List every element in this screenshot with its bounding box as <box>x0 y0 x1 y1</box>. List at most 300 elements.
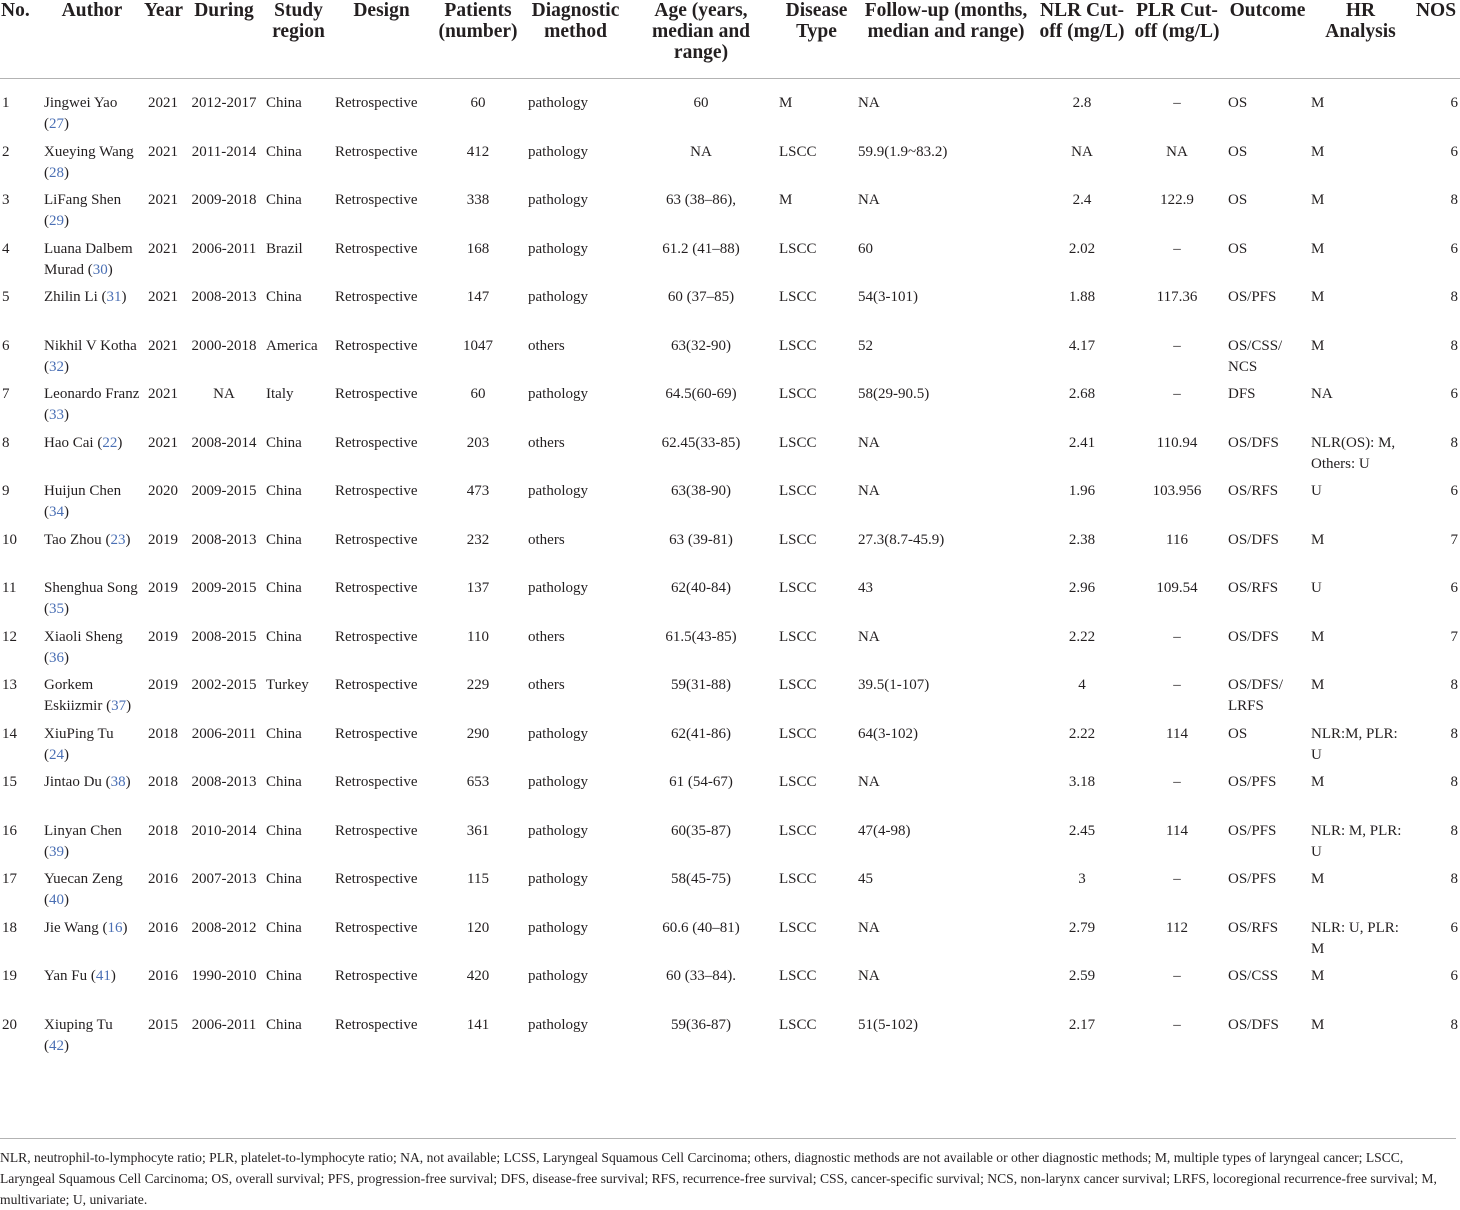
cell-age: 64.5(60-69) <box>665 386 737 402</box>
author-name: Yuecan Zeng <box>44 871 123 887</box>
cell-author: Nikhil V Kotha (32) <box>44 337 137 375</box>
cell-region: China <box>266 483 302 499</box>
cell-followup: 58(29-90.5) <box>858 386 930 402</box>
cell-design: Retrospective <box>335 725 418 742</box>
cell-outcome: OS/DFS <box>1228 628 1279 645</box>
cell-nlr: 2.41 <box>1068 434 1096 451</box>
cell-design: Retrospective <box>335 774 418 790</box>
cell-year: 2016 <box>148 968 178 984</box>
cell-age: 63(38-90) <box>671 483 731 499</box>
cell-plr: 122.9 <box>1160 192 1194 208</box>
cell-plr: 109.54 <box>1156 580 1198 596</box>
author-name: Xiaoli Sheng <box>44 628 123 645</box>
cell-method: pathology <box>528 192 588 208</box>
cell-patients: 110 <box>467 628 489 645</box>
cell-followup: NA <box>858 628 880 645</box>
cell-hr: M <box>1311 337 1325 354</box>
table-row <box>0 821 1460 870</box>
cell-patients: 203 <box>466 434 490 451</box>
col-header-age: Age (years, median and range) <box>625 0 777 79</box>
cell-patients: 115 <box>467 871 489 887</box>
author-name: Yan Fu <box>44 968 88 984</box>
cell-outcome: OS/PFS <box>1228 871 1277 887</box>
cell-nos: 8 <box>1450 774 1458 790</box>
cell-region: China <box>266 871 302 887</box>
reference-link[interactable]: 35 <box>49 601 64 617</box>
cell-during: 2011-2014 <box>191 143 257 160</box>
cell-hr: M <box>1311 289 1325 305</box>
author-name: Jingwei Yao <box>44 95 118 111</box>
cell-year: 2016 <box>148 871 178 887</box>
cell-plr: – <box>1173 677 1181 693</box>
cell-hr: M <box>1311 143 1325 160</box>
cell-disease: LSCC <box>779 580 817 596</box>
cell-hr: NLR(OS): M, Others: U <box>1311 434 1396 472</box>
cell-region: China <box>266 143 302 160</box>
cell-outcome: OS <box>1228 240 1248 257</box>
cell-outcome: OS/RFS <box>1228 580 1279 596</box>
cell-region: China <box>266 531 302 548</box>
cell-author: Zhilin Li (31) <box>44 289 127 305</box>
cell-hr: NLR:M, PLR: U <box>1311 725 1398 763</box>
cell-year: 2021 <box>148 143 178 160</box>
cell-plr: – <box>1173 386 1181 402</box>
table-row <box>0 918 1460 967</box>
cell-region: China <box>266 434 302 451</box>
cell-nos: 6 <box>1450 240 1458 257</box>
cell-method: pathology <box>528 240 588 257</box>
cell-region: Brazil <box>266 240 303 257</box>
col-header-followup: Follow-up (months, median and range) <box>856 0 1036 79</box>
cell-during: 2009-2015 <box>191 580 257 596</box>
cell-disease: LSCC <box>779 240 817 257</box>
table-row <box>0 142 1460 191</box>
cell-author: Shenghua Song (35) <box>44 580 138 617</box>
cell-no: 9 <box>2 483 10 499</box>
cell-disease: LSCC <box>779 337 817 354</box>
cell-age: 60 (33–84). <box>666 968 736 984</box>
reference-link[interactable]: 28 <box>49 164 64 181</box>
cell-outcome: OS/DFS <box>1228 1016 1279 1033</box>
cell-during: 2008-2013 <box>191 774 257 790</box>
cell-design: Retrospective <box>335 240 418 257</box>
cell-hr: M <box>1311 240 1325 257</box>
cell-disease: LSCC <box>779 628 817 645</box>
cell-nlr: 3.18 <box>1068 774 1096 790</box>
cell-age: NA <box>690 143 712 160</box>
cell-year: 2021 <box>148 434 178 451</box>
cell-nlr: 2.59 <box>1068 968 1096 984</box>
cell-nos: 7 <box>1450 531 1458 548</box>
cell-during: 2006-2011 <box>191 240 257 257</box>
cell-followup: 27.3(8.7-45.9) <box>858 531 945 548</box>
cell-nlr: 2.22 <box>1068 725 1096 742</box>
cell-followup: 64(3-102) <box>858 725 918 742</box>
cell-patients: 361 <box>466 822 490 839</box>
cell-plr: 117.36 <box>1156 289 1198 305</box>
author-name: Jie Wang <box>44 919 99 936</box>
cell-no: 12 <box>2 628 17 645</box>
author-name: Luana Dalbem Murad <box>44 240 133 278</box>
cell-followup: 60 <box>858 240 873 257</box>
reference-link[interactable]: 42 <box>49 1037 64 1054</box>
cell-no: 8 <box>2 434 10 451</box>
cell-followup: NA <box>858 774 880 790</box>
cell-method: others <box>528 531 565 548</box>
cell-no: 5 <box>2 289 10 305</box>
cell-hr: M <box>1311 871 1325 887</box>
cell-followup: 59.9(1.9~83.2) <box>858 143 948 160</box>
cell-year: 2021 <box>148 192 178 208</box>
cell-hr: M <box>1311 531 1325 548</box>
cell-design: Retrospective <box>335 1016 418 1033</box>
cell-year: 2021 <box>148 289 178 305</box>
cell-age: 58(45-75) <box>671 871 731 887</box>
cell-plr: NA <box>1166 143 1188 160</box>
cell-method: others <box>528 337 565 354</box>
cell-disease: LSCC <box>779 143 817 160</box>
cell-plr: 114 <box>1166 822 1188 839</box>
cell-during: 2006-2011 <box>191 1016 257 1033</box>
cell-followup: NA <box>858 192 880 208</box>
cell-age: 61.5(43-85) <box>665 628 737 645</box>
cell-patients: 412 <box>466 143 490 160</box>
cell-region: Italy <box>266 386 294 402</box>
cell-age: 60 <box>693 95 709 111</box>
cell-design: Retrospective <box>335 919 418 936</box>
author-name: Xueying Wang <box>44 143 134 160</box>
cell-author: Luana Dalbem Murad (30) <box>44 240 133 278</box>
cell-no: 7 <box>2 386 10 402</box>
cell-nos: 8 <box>1450 192 1458 208</box>
cell-method: pathology <box>528 386 588 402</box>
cell-author: XiuPing Tu (24) <box>44 725 114 763</box>
cell-nlr: 2.38 <box>1068 531 1096 548</box>
cell-age: 63 (39-81) <box>669 531 733 548</box>
cell-outcome: OS/DFS <box>1228 531 1279 548</box>
cell-plr: 116 <box>1166 531 1188 548</box>
cell-nos: 6 <box>1450 580 1458 596</box>
cell-hr: M <box>1311 628 1325 645</box>
cell-method: pathology <box>528 822 588 839</box>
cell-during: 2008-2013 <box>191 531 257 548</box>
cell-author: Jingwei Yao (27) <box>44 95 118 132</box>
cell-design: Retrospective <box>335 968 418 984</box>
reference-link[interactable]: 24 <box>49 746 64 763</box>
reference-link[interactable]: 34 <box>49 504 64 520</box>
cell-year: 2018 <box>148 774 178 790</box>
cell-method: others <box>528 434 565 451</box>
cell-hr: M <box>1311 1016 1325 1033</box>
table-row <box>0 79 1460 142</box>
cell-year: 2021 <box>148 240 178 257</box>
cell-design: Retrospective <box>335 580 418 596</box>
cell-nos: 7 <box>1450 628 1458 645</box>
cell-method: pathology <box>528 919 588 936</box>
cell-patients: 290 <box>466 725 490 742</box>
cell-year: 2019 <box>148 628 178 645</box>
cell-during: 2008-2013 <box>191 289 257 305</box>
author-name: Leonardo Franz <box>44 386 140 402</box>
col-header-hr: HR Analysis <box>1309 0 1412 79</box>
table-row <box>0 627 1460 676</box>
cell-plr: – <box>1173 1016 1181 1033</box>
author-name: Nikhil V Kotha <box>44 337 137 354</box>
cell-patients: 338 <box>466 192 490 208</box>
reference-link[interactable]: 39 <box>49 843 64 860</box>
cell-plr: – <box>1173 337 1181 354</box>
cell-disease: LSCC <box>779 483 817 499</box>
cell-no: 4 <box>2 240 10 257</box>
cell-followup: 54(3-101) <box>858 289 918 305</box>
author-name: Linyan Chen <box>44 822 122 839</box>
cell-nlr: 2.96 <box>1068 580 1096 596</box>
cell-during: 1990-2010 <box>191 968 257 984</box>
cell-disease: M <box>779 95 793 111</box>
cell-during: 2009-2018 <box>191 192 257 208</box>
cell-no: 2 <box>2 143 10 160</box>
cell-followup: NA <box>858 919 880 936</box>
cell-method: pathology <box>528 968 588 984</box>
cell-patients: 120 <box>466 919 490 936</box>
cell-no: 20 <box>2 1016 17 1033</box>
cell-outcome: OS/PFS <box>1228 774 1277 790</box>
cell-patients: 168 <box>466 240 490 257</box>
cell-followup: 52 <box>858 337 873 354</box>
cell-design: Retrospective <box>335 95 418 111</box>
col-header-no: No. <box>0 0 42 79</box>
table-row <box>0 384 1460 433</box>
author-name: Shenghua Song <box>44 580 138 596</box>
cell-nlr: 4.17 <box>1068 337 1096 354</box>
cell-region: China <box>266 822 302 839</box>
cell-nlr: NA <box>1071 143 1093 160</box>
cell-outcome: OS/CSS/ NCS <box>1228 337 1283 375</box>
table-row <box>0 239 1460 288</box>
cell-age: 60.6 (40–81) <box>662 919 740 936</box>
col-header-during: During <box>184 0 264 79</box>
table-row <box>0 481 1460 530</box>
cell-design: Retrospective <box>335 289 418 305</box>
cell-disease: LSCC <box>779 822 817 839</box>
cell-followup: NA <box>858 434 880 451</box>
cell-design: Retrospective <box>335 483 418 499</box>
cell-nos: 6 <box>1450 919 1458 936</box>
cell-followup: NA <box>858 483 880 499</box>
cell-no: 10 <box>2 531 17 548</box>
cell-year: 2021 <box>148 95 178 111</box>
cell-disease: LSCC <box>779 774 817 790</box>
cell-patients: 60 <box>470 95 486 111</box>
cell-design: Retrospective <box>335 337 418 354</box>
cell-disease: LSCC <box>779 434 817 451</box>
cell-during: 2008-2014 <box>191 434 257 451</box>
cell-age: 59(31-88) <box>671 677 731 693</box>
cell-age: 61 (54-67) <box>669 774 733 790</box>
cell-year: 2021 <box>148 386 178 402</box>
cell-outcome: OS <box>1228 95 1248 111</box>
reference-link[interactable]: 27 <box>49 116 64 132</box>
cell-author: Gorkem Eskiizmir (37) <box>44 677 132 714</box>
table-row <box>0 578 1460 627</box>
cell-outcome: DFS <box>1228 386 1256 402</box>
cell-hr: M <box>1311 95 1325 111</box>
cell-method: pathology <box>528 143 588 160</box>
reference-link[interactable]: 40 <box>49 892 64 908</box>
cell-year: 2020 <box>148 483 178 499</box>
cell-patients: 60 <box>470 386 486 402</box>
cell-region: China <box>266 192 302 208</box>
cell-nlr: 2.68 <box>1068 386 1096 402</box>
cell-nlr: 2.8 <box>1072 95 1092 111</box>
cell-plr: 103.956 <box>1152 483 1202 499</box>
reference-link[interactable]: 32 <box>49 358 64 375</box>
cell-outcome: OS <box>1228 143 1248 160</box>
cell-nos: 6 <box>1450 95 1458 111</box>
cell-author: Jie Wang (16) <box>44 919 128 936</box>
col-header-disease: Disease Type <box>777 0 856 79</box>
cell-nos: 8 <box>1450 725 1458 742</box>
reference-link[interactable]: 41 <box>95 968 111 984</box>
col-header-design: Design <box>333 0 430 79</box>
cell-during: 2007-2013 <box>191 871 257 887</box>
cell-hr: M <box>1311 774 1325 790</box>
cell-method: pathology <box>528 95 588 111</box>
cell-nlr: 2.4 <box>1072 192 1092 208</box>
cell-nos: 8 <box>1450 822 1458 839</box>
cell-age: 60 (37–85) <box>667 289 735 305</box>
cell-patients: 147 <box>466 289 490 305</box>
cell-outcome: OS/PFS <box>1228 822 1277 839</box>
cell-nlr: 4 <box>1078 677 1086 693</box>
cell-year: 2019 <box>148 531 178 548</box>
author-name: Hao Cai <box>44 434 94 451</box>
cell-design: Retrospective <box>335 822 418 839</box>
cell-author: LiFang Shen (29) <box>44 192 122 229</box>
cell-year: 2018 <box>148 822 178 839</box>
cell-nlr: 1.96 <box>1068 483 1096 499</box>
cell-plr: – <box>1173 871 1181 887</box>
reference-link[interactable]: 30 <box>92 261 108 278</box>
cell-disease: LSCC <box>779 386 817 402</box>
cell-nos: 6 <box>1450 968 1458 984</box>
cell-no: 16 <box>2 822 17 839</box>
cell-patients: 137 <box>466 580 490 596</box>
reference-link[interactable]: 22 <box>102 434 118 451</box>
cell-during: 2012-2017 <box>191 95 257 111</box>
cell-year: 2021 <box>148 337 178 354</box>
reference-link[interactable]: 31 <box>106 289 122 305</box>
cell-plr: – <box>1173 240 1181 257</box>
reference-link[interactable]: 38 <box>110 774 126 790</box>
cell-hr: NA <box>1311 386 1333 402</box>
reference-link[interactable]: 29 <box>49 213 64 229</box>
cell-no: 18 <box>2 919 17 936</box>
cell-author: Tao Zhou (23) <box>44 531 131 548</box>
cell-disease: LSCC <box>779 871 817 887</box>
col-header-nos: NOS <box>1412 0 1460 79</box>
cell-nlr: 1.88 <box>1068 289 1096 305</box>
cell-during: NA <box>213 386 235 402</box>
cell-nlr: 2.17 <box>1068 1016 1096 1033</box>
cell-author: Hao Cai (22) <box>44 434 123 451</box>
cell-year: 2019 <box>148 677 178 693</box>
cell-patients: 232 <box>466 531 490 548</box>
cell-age: 60(35-87) <box>671 822 731 839</box>
table-row <box>0 1015 1460 1078</box>
cell-disease: LSCC <box>779 919 817 936</box>
cell-author: Xiaoli Sheng (36) <box>44 628 123 666</box>
cell-patients: 141 <box>466 1016 490 1033</box>
cell-disease: LSCC <box>779 1016 817 1033</box>
cell-author: Yan Fu (41) <box>44 968 116 984</box>
cell-outcome: OS/RFS <box>1228 483 1279 499</box>
cell-plr: – <box>1173 628 1181 645</box>
cell-followup: 45 <box>858 871 873 887</box>
cell-method: pathology <box>528 774 588 790</box>
cell-age: 62(41-86) <box>671 725 731 742</box>
table-body <box>0 79 1460 1078</box>
cell-design: Retrospective <box>335 871 418 887</box>
cell-followup: NA <box>858 95 880 111</box>
cell-region: China <box>266 919 302 936</box>
cell-age: 62(40-84) <box>671 580 731 596</box>
cell-patients: 653 <box>466 774 490 790</box>
col-header-patients: Patients (number) <box>430 0 526 79</box>
cell-region: China <box>266 289 302 305</box>
cell-region: Turkey <box>266 677 309 693</box>
cell-outcome: OS/CSS <box>1228 968 1279 984</box>
author-name: XiuPing Tu <box>44 725 114 742</box>
cell-region: China <box>266 968 302 984</box>
author-name: LiFang Shen <box>44 192 122 208</box>
cell-followup: NA <box>858 968 880 984</box>
header-row <box>0 0 1460 79</box>
cell-followup: 39.5(1-107) <box>858 677 930 693</box>
author-name: Xiuping Tu <box>44 1016 113 1033</box>
cell-outcome: OS/DFS <box>1228 434 1279 451</box>
cell-design: Retrospective <box>335 531 418 548</box>
col-header-plr: PLR Cut-off (mg/L) <box>1128 0 1226 79</box>
cell-nos: 8 <box>1450 1016 1458 1033</box>
cell-hr: M <box>1311 192 1325 208</box>
cell-method: pathology <box>528 1016 588 1033</box>
cell-nos: 8 <box>1450 289 1458 305</box>
reference-link[interactable]: 16 <box>107 919 123 936</box>
cell-plr: 110.94 <box>1156 434 1198 451</box>
cell-disease: LSCC <box>779 289 817 305</box>
table-row <box>0 190 1460 239</box>
cell-no: 3 <box>2 192 10 208</box>
reference-link[interactable]: 33 <box>49 407 64 423</box>
reference-link[interactable]: 36 <box>49 649 64 666</box>
cell-during: 2009-2015 <box>191 483 257 499</box>
cell-plr: – <box>1173 95 1181 111</box>
reference-link[interactable]: 23 <box>110 531 126 548</box>
reference-link[interactable]: 37 <box>111 698 127 714</box>
cell-author: Linyan Chen (39) <box>44 822 122 860</box>
cell-author: Leonardo Franz (33) <box>44 386 140 423</box>
cell-no: 14 <box>2 725 17 742</box>
cell-region: China <box>266 1016 302 1033</box>
cell-age: 63 (38–86), <box>666 192 736 208</box>
table-row <box>0 530 1460 579</box>
cell-design: Retrospective <box>335 677 418 693</box>
cell-patients: 229 <box>466 677 490 693</box>
author-name: Gorkem Eskiizmir <box>44 677 103 714</box>
cell-no: 13 <box>2 677 17 693</box>
cell-region: China <box>266 580 302 596</box>
